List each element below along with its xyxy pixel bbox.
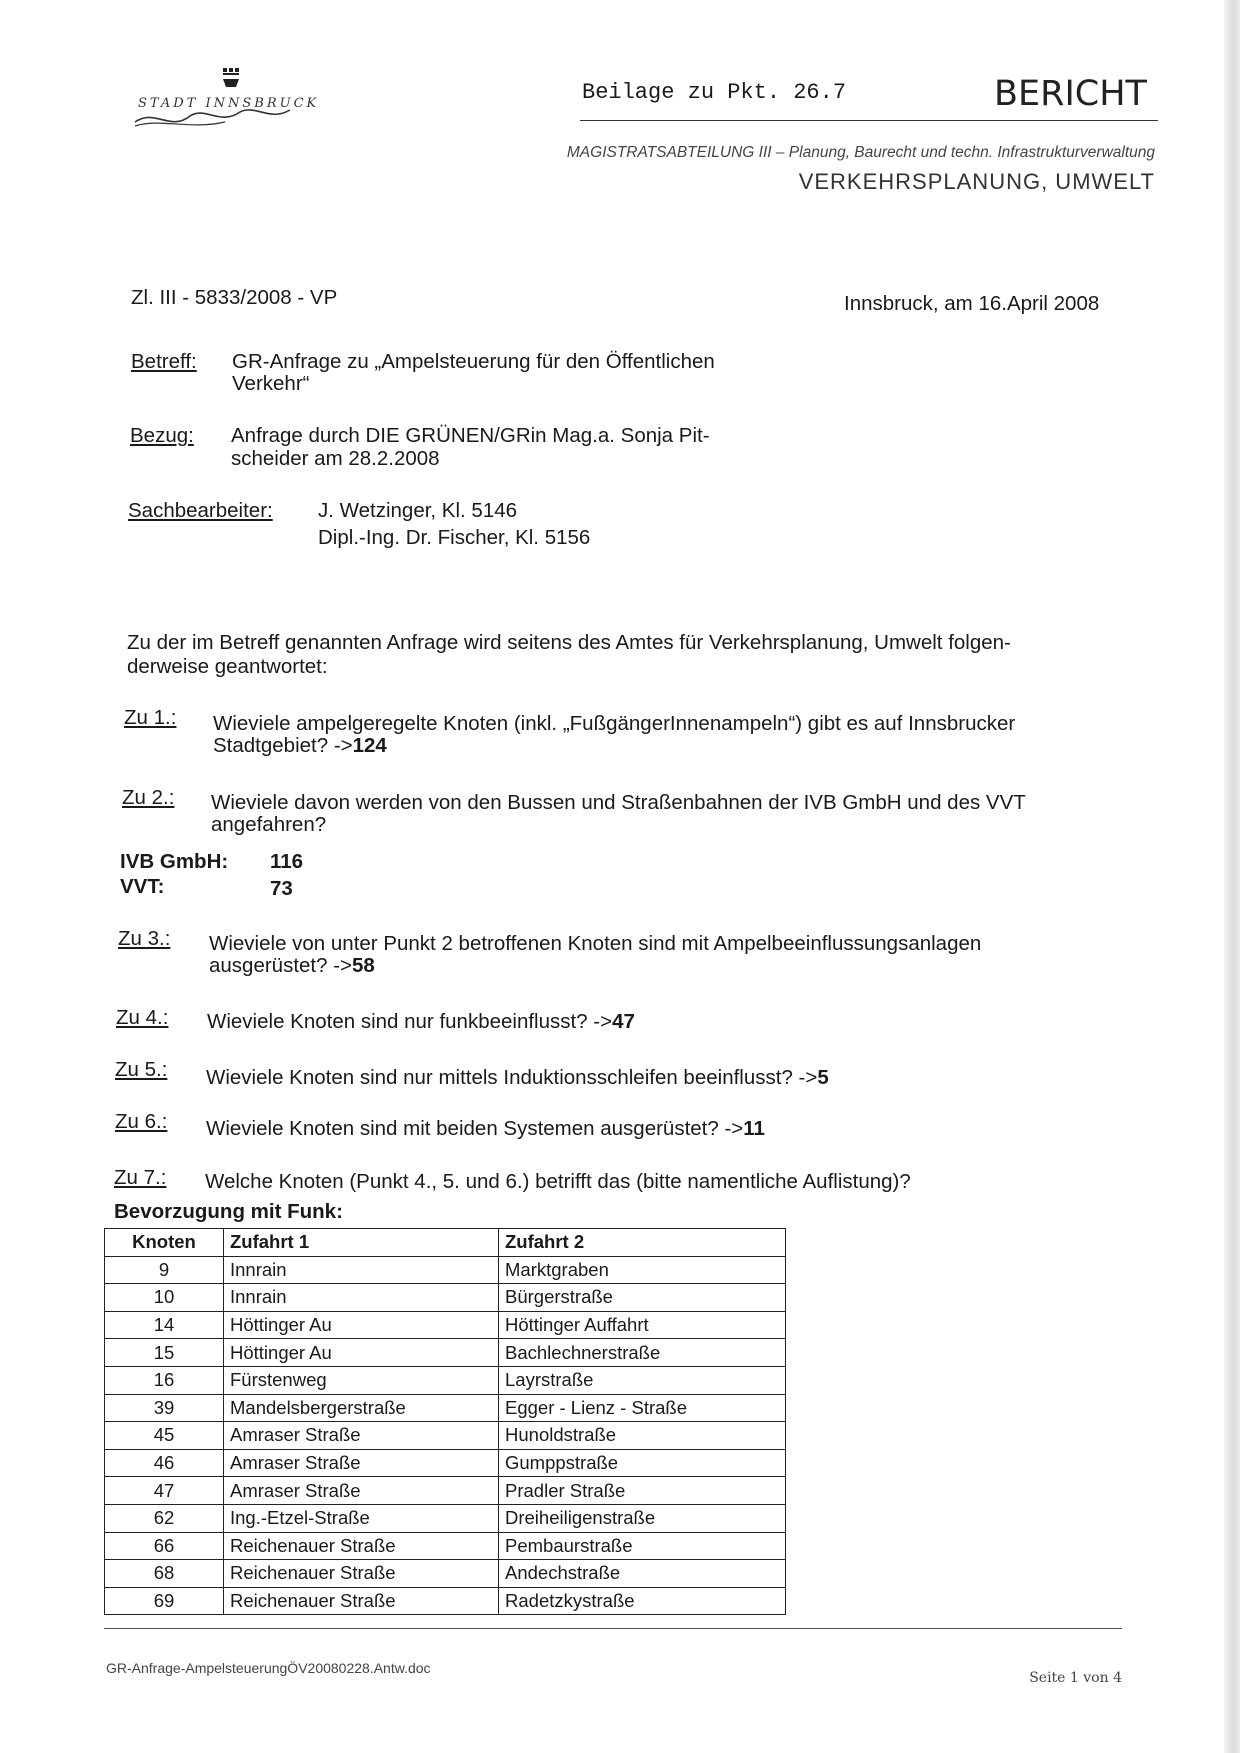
q5-text: Wieviele Knoten sind nur mittels Induktionsschleifen beeinflusst? ->5 [206, 1066, 829, 1089]
intro-line-2: derweise geantwortet: [127, 655, 328, 678]
knoten-cell: 66 [105, 1532, 224, 1560]
knoten-cell: 62 [105, 1504, 224, 1532]
zufahrt-1-cell: Innrain [224, 1284, 499, 1312]
q2-line-1: Wieviele davon werden von den Bussen und Straßenbahnen der IVB GmbH und des VVT [211, 791, 1026, 814]
bezug-label: Bezug: [130, 424, 194, 447]
bezug-line-2: scheider am 28.2.2008 [231, 447, 440, 470]
zufahrt-2-cell: Marktgraben [499, 1256, 786, 1284]
q6-label: Zu 6.: [115, 1110, 168, 1133]
zufahrt-1-cell: Innrain [224, 1256, 499, 1284]
knoten-cell: 68 [105, 1560, 224, 1588]
q6-text: Wieviele Knoten sind mit beiden Systemen ausgerüstet? ->11 [206, 1117, 765, 1140]
vvt-label: VVT: [120, 875, 165, 898]
knoten-cell: 15 [105, 1339, 224, 1367]
table-row [105, 1366, 786, 1394]
ivb-label: IVB GmbH: [120, 850, 229, 873]
sachbearbeiter-line-1: J. Wetzinger, Kl. 5146 [318, 499, 518, 522]
q3-line-1: Wieviele von unter Punkt 2 betroffenen Knoten sind mit Ampelbeeinflussungsanlagen [209, 932, 982, 955]
sachbearbeiter-label: Sachbearbeiter: [128, 499, 273, 522]
zufahrt-2-cell: Pradler Straße [499, 1477, 786, 1505]
footer-page-number: Seite 1 von 4 [1029, 1670, 1122, 1686]
knoten-cell: 47 [105, 1477, 224, 1505]
vvt-value: 73 [270, 877, 293, 900]
q3-line-2: ausgerüstet? ->58 [209, 954, 375, 977]
q6-answer: 11 [743, 1117, 765, 1140]
zufahrt-2-cell: Hunoldstraße [499, 1422, 786, 1450]
department-line: MAGISTRATSABTEILUNG III – Planung, Baurecht und techn. Infrastrukturverwaltung [566, 144, 1155, 161]
table-row [105, 1284, 786, 1312]
zufahrt-1-cell: Mandelsbergerstraße [224, 1394, 499, 1422]
table-row [105, 1339, 786, 1367]
table-row [105, 1477, 786, 1505]
logo-text: STADT INNSBRUCK [138, 96, 320, 111]
q1-line-1: Wieviele ampelgeregelte Knoten (inkl. „FußgängerInnenampeln“) gibt es auf Innsbrucker [213, 712, 1016, 735]
zufahrt-1-cell: Reichenauer Straße [224, 1532, 499, 1560]
zufahrt-1-cell: Amraser Straße [224, 1477, 499, 1505]
funk-knoten-table [104, 1228, 786, 1615]
knoten-cell: 45 [105, 1422, 224, 1450]
sachbearbeiter-line-2: Dipl.-Ing. Dr. Fischer, Kl. 5156 [318, 526, 591, 549]
table-header-cell: Zufahrt 1 [224, 1229, 499, 1257]
zufahrt-2-cell: Layrstraße [499, 1366, 786, 1394]
zufahrt-2-cell: Gumppstraße [499, 1449, 786, 1477]
zufahrt-1-cell: Amraser Straße [224, 1449, 499, 1477]
q2-label: Zu 2.: [122, 786, 175, 809]
place-date: Innsbruck, am 16.April 2008 [844, 292, 1100, 315]
table-row [105, 1311, 786, 1339]
zufahrt-1-cell: Höttinger Au [224, 1339, 499, 1367]
q1-answer: 124 [352, 734, 387, 757]
table-row [105, 1256, 786, 1284]
table-header-cell: Knoten [105, 1229, 224, 1257]
bezug-line-1: Anfrage durch DIE GRÜNEN/GRin Mag.a. Sonja Pit- [231, 424, 710, 447]
q5-answer: 5 [817, 1066, 829, 1089]
q4-answer: 47 [612, 1010, 635, 1033]
zufahrt-2-cell: Radetzkystraße [499, 1587, 786, 1615]
header-rule [580, 120, 1158, 121]
footer-filename: GR-Anfrage-AmpelsteuerungÖV20080228.Antw.doc [106, 1660, 431, 1676]
table-header-row [105, 1229, 786, 1257]
scan-edge-shadow [1224, 0, 1240, 1753]
table-row [105, 1394, 786, 1422]
table-row [105, 1587, 786, 1615]
zufahrt-2-cell: Dreiheiligenstraße [499, 1504, 786, 1532]
zufahrt-1-cell: Amraser Straße [224, 1422, 499, 1450]
table-row [105, 1504, 786, 1532]
knoten-cell: 9 [105, 1256, 224, 1284]
report-title: BERICHT [994, 74, 1147, 114]
ivb-value: 116 [270, 850, 304, 873]
knoten-cell: 46 [105, 1449, 224, 1477]
q7-text: Welche Knoten (Punkt 4., 5. und 6.) betrifft das (bitte namentliche Auflistung)? [205, 1170, 911, 1193]
betreff-line-2: Verkehr“ [232, 372, 310, 395]
betreff-label: Betreff: [131, 350, 197, 373]
zufahrt-1-cell: Fürstenweg [224, 1366, 499, 1394]
city-logo [130, 60, 350, 140]
q3-answer: 58 [352, 954, 375, 977]
zufahrt-1-cell: Höttinger Au [224, 1311, 499, 1339]
knoten-cell: 14 [105, 1311, 224, 1339]
q4-text: Wieviele Knoten sind nur funkbeeinflusst? ->47 [207, 1010, 635, 1033]
q7-label: Zu 7.: [114, 1166, 167, 1189]
footer-rule [104, 1628, 1122, 1629]
zufahrt-1-cell: Reichenauer Straße [224, 1560, 499, 1588]
knoten-cell: 69 [105, 1587, 224, 1615]
betreff-line-1: GR-Anfrage zu „Ampelsteuerung für den Öffentlichen [232, 350, 715, 373]
q5-label: Zu 5.: [115, 1058, 168, 1081]
q2-line-2: angefahren? [211, 813, 327, 836]
zufahrt-1-cell: Reichenauer Straße [224, 1587, 499, 1615]
q1-label: Zu 1.: [124, 706, 177, 729]
table-title: Bevorzugung mit Funk: [114, 1200, 343, 1223]
zufahrt-2-cell: Andechstraße [499, 1560, 786, 1588]
knoten-cell: 10 [105, 1284, 224, 1312]
intro-line-1: Zu der im Betreff genannten Anfrage wird seitens des Amtes für Verkehrsplanung, Umwelt folgen- [127, 631, 1011, 654]
table-header-cell: Zufahrt 2 [499, 1229, 786, 1257]
zufahrt-2-cell: Bürgerstraße [499, 1284, 786, 1312]
table-row [105, 1449, 786, 1477]
zufahrt-2-cell: Pembaurstraße [499, 1532, 786, 1560]
q4-label: Zu 4.: [116, 1006, 169, 1029]
table-row [105, 1560, 786, 1588]
q1-line-2: Stadtgebiet? ->124 [213, 734, 387, 757]
q3-label: Zu 3.: [118, 927, 171, 950]
knoten-cell: 39 [105, 1394, 224, 1422]
knoten-cell: 16 [105, 1366, 224, 1394]
office-line: VERKEHRSPLANUNG, UMWELT [798, 169, 1155, 194]
table-row [105, 1532, 786, 1560]
table-row [105, 1422, 786, 1450]
zufahrt-2-cell: Egger - Lienz - Straße [499, 1394, 786, 1422]
zufahrt-2-cell: Höttinger Auffahrt [499, 1311, 786, 1339]
attachment-reference: Beilage zu Pkt. 26.7 [582, 80, 847, 105]
zufahrt-1-cell: Ing.-Etzel-Straße [224, 1504, 499, 1532]
reference-number: Zl. III - 5833/2008 - VP [131, 286, 338, 309]
zufahrt-2-cell: Bachlechnerstraße [499, 1339, 786, 1367]
